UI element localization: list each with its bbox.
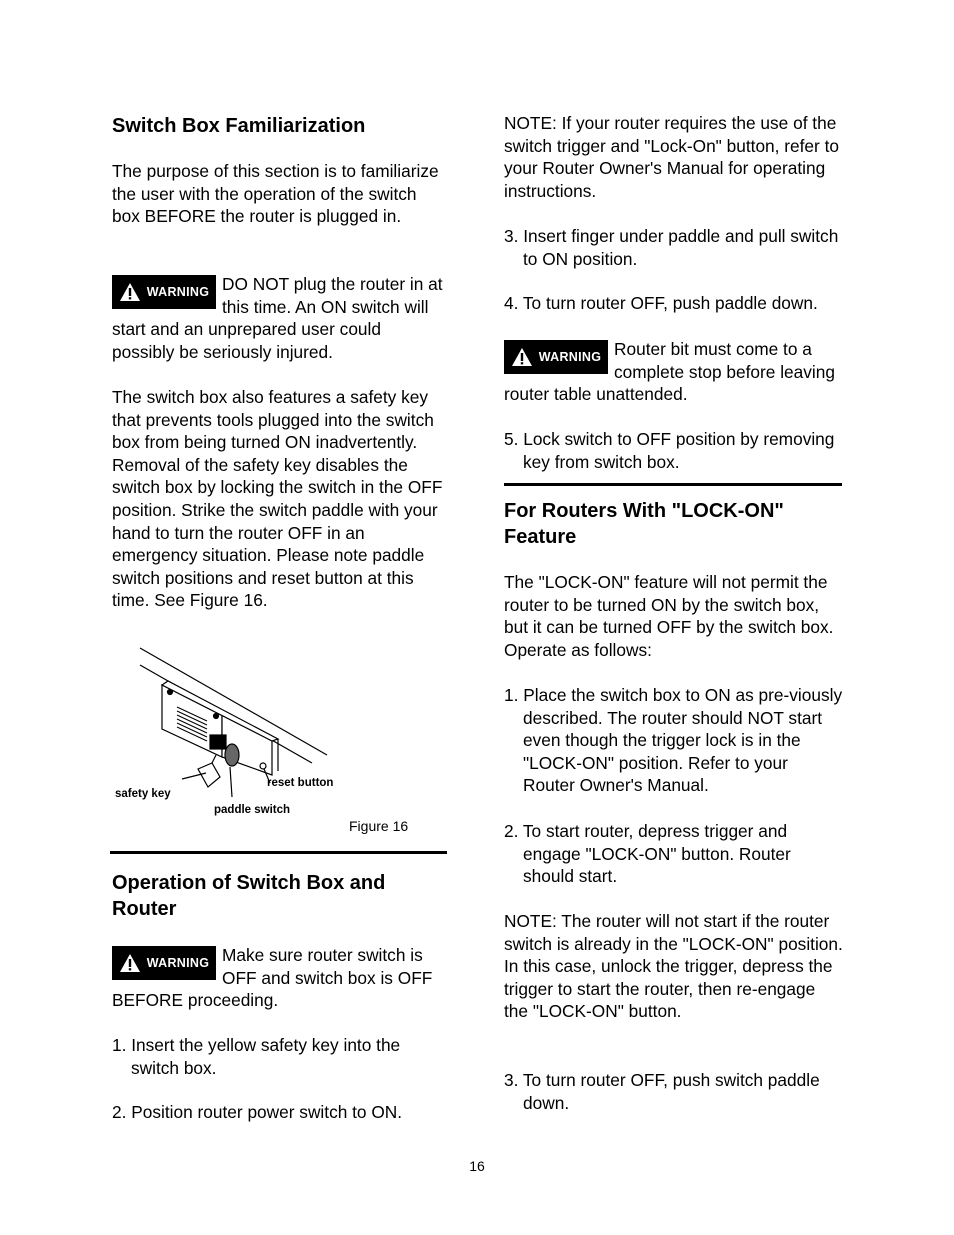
- step-lock-start-router: 2. To start router, depress trigger and engage "LOCK-ON" button. Router should start.: [504, 821, 791, 887]
- warning-label: WARNING: [146, 955, 210, 970]
- note-lock-on: NOTE: If your router requires the use of the switch trigger and "Lock-On" button, refer to your Router Owner's Manual for operating instructions.: [504, 113, 840, 201]
- step-insert-finger: 3. Insert finger under paddle and pull switch to ON position.: [504, 226, 839, 269]
- paragraph-safety-key: The switch box also features a safety key that prevents tools plugged into the switch box from being turned ON inadvertently. Removal of the safety key disables the switch box by locking the switch in the OFF position. Strike the switch paddle with your hand to turn the router OFF in an emergency situation. Please note paddle switch positions and reset button at this time. See Figure 16.: [112, 387, 443, 611]
- step-position-switch: 2. Position router power switch to ON.: [112, 1102, 403, 1122]
- section-heading-lock-on: For Routers With "LOCK-ON" Feature: [504, 500, 784, 548]
- step-turn-off: 4. To turn router OFF, push paddle down.: [504, 293, 818, 313]
- step-lock-turn-off: 3. To turn router OFF, push switch paddle down.: [504, 1070, 820, 1113]
- warning-triangle-icon: [511, 347, 533, 367]
- warning-label: WARNING: [538, 349, 602, 364]
- warning-badge: [112, 275, 216, 309]
- warning-block-1: [112, 273, 447, 363]
- figure-label-paddle-switch: paddle switch: [214, 804, 291, 816]
- figure-label-safety-key: safety key: [115, 788, 171, 800]
- warning-block-3: [504, 338, 844, 406]
- warning-text-3: Router bit must come to a complete stop before leaving router table unattended.: [504, 339, 835, 405]
- section-divider: [504, 483, 842, 486]
- step-lock-switch: 5. Lock switch to OFF position by removing key from switch box.: [504, 429, 835, 472]
- step-insert-key: 1. Insert the yellow safety key into the switch box.: [112, 1035, 401, 1078]
- warning-label: WARNING: [146, 284, 210, 299]
- warning-badge: [112, 946, 216, 980]
- page-number: 16: [469, 1158, 485, 1174]
- warning-text-1: DO NOT plug the router in at this time. An ON switch will start and an unprepared user could possibly be seriously injured.: [112, 274, 443, 362]
- note-lock-on-position: NOTE: The router will not start if the router switch is already in the "LOCK-ON" position. In this case, unlock the trigger, depress the trigger to start the router, then re-engage the "LOCK-ON" button.: [504, 911, 843, 1022]
- paragraph-lock-on-intro: The "LOCK-ON" feature will not permit the router to be turned ON by the switch box, but it can be turned OFF by the switch box. Operate as follows:: [504, 572, 834, 660]
- warning-block-2: [112, 944, 447, 1012]
- warning-triangle-icon: [119, 282, 141, 302]
- figure-caption: Figure 16: [349, 818, 409, 834]
- paragraph-purpose: The purpose of this section is to familiarize the user with the operation of the switch box BEFORE the router is plugged in.: [112, 161, 439, 227]
- warning-badge: [504, 340, 608, 374]
- figure-label-reset-button: reset button: [267, 777, 334, 789]
- section-heading-operation: Operation of Switch Box and Router: [112, 872, 386, 920]
- step-lock-place-on: 1. Place the switch box to ON as pre-viously described. The router should NOT start even though the trigger lock is in the "LOCK-ON" position. Refer to your Router Owner's Manual.: [504, 685, 843, 796]
- section-heading-switch-box: Switch Box Familiarization: [112, 115, 366, 137]
- warning-text-2: Make sure router switch is OFF and switch box is OFF BEFORE proceeding.: [112, 945, 433, 1011]
- section-divider: [110, 851, 447, 854]
- warning-triangle-icon: [119, 953, 141, 973]
